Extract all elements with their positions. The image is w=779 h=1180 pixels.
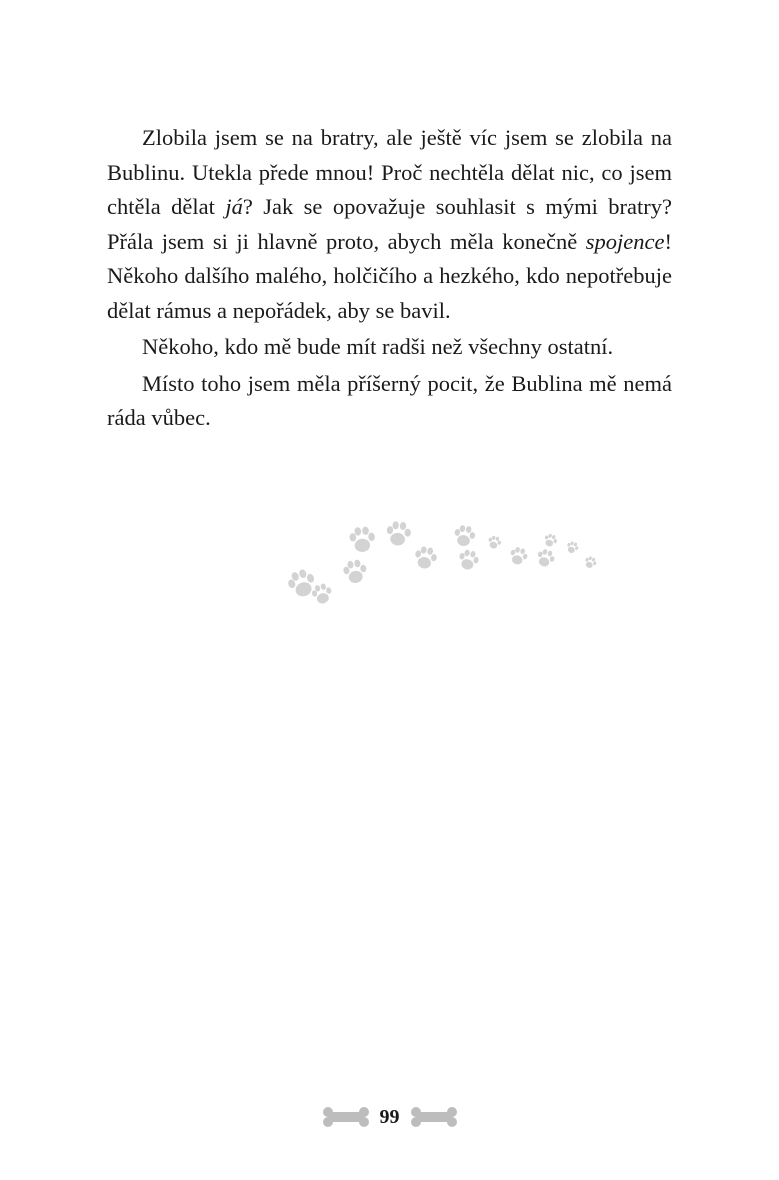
paragraph-1-text-1: Zlobila jsem se na bratry, ale ještě víc jsem se zlobila na Bublinu. Utekla přede mnou! Proč nechtěla dělat nic, co jsem chtěla dělat: [107, 125, 672, 219]
paragraph-1-text-2: ? Jak se opovažuje souhlasit s mými bratry? Přála jsem si ji hlavně proto, abych měla konečně: [107, 194, 672, 254]
paragraph-2: [107, 330, 672, 365]
emphasis-spojence: spojence: [585, 228, 665, 254]
paragraph-3: [107, 367, 672, 436]
body-text: [107, 121, 672, 436]
bone-icon: [322, 1106, 370, 1128]
paragraph-1-text-3: ! Někoho dalšího malého, holčičího a hezkého, kdo nepotřebuje dělat rámus a nepořádek, aby se bavil.: [107, 228, 672, 323]
paragraph-2-text: Někoho, kdo mě bude mít radši než všechny ostatní.: [142, 334, 614, 359]
paragraph-3-text: Místo toho jsem měla příšerný pocit, že Bublina mě nemá ráda vůbec.: [107, 370, 672, 430]
paragraph-1: [107, 121, 672, 328]
page-number: 99: [379, 1105, 400, 1128]
emphasis-ja: já: [225, 194, 243, 219]
paw-prints-icon: [280, 515, 610, 610]
bone-icon: [410, 1106, 458, 1128]
page-footer: [0, 1100, 779, 1134]
